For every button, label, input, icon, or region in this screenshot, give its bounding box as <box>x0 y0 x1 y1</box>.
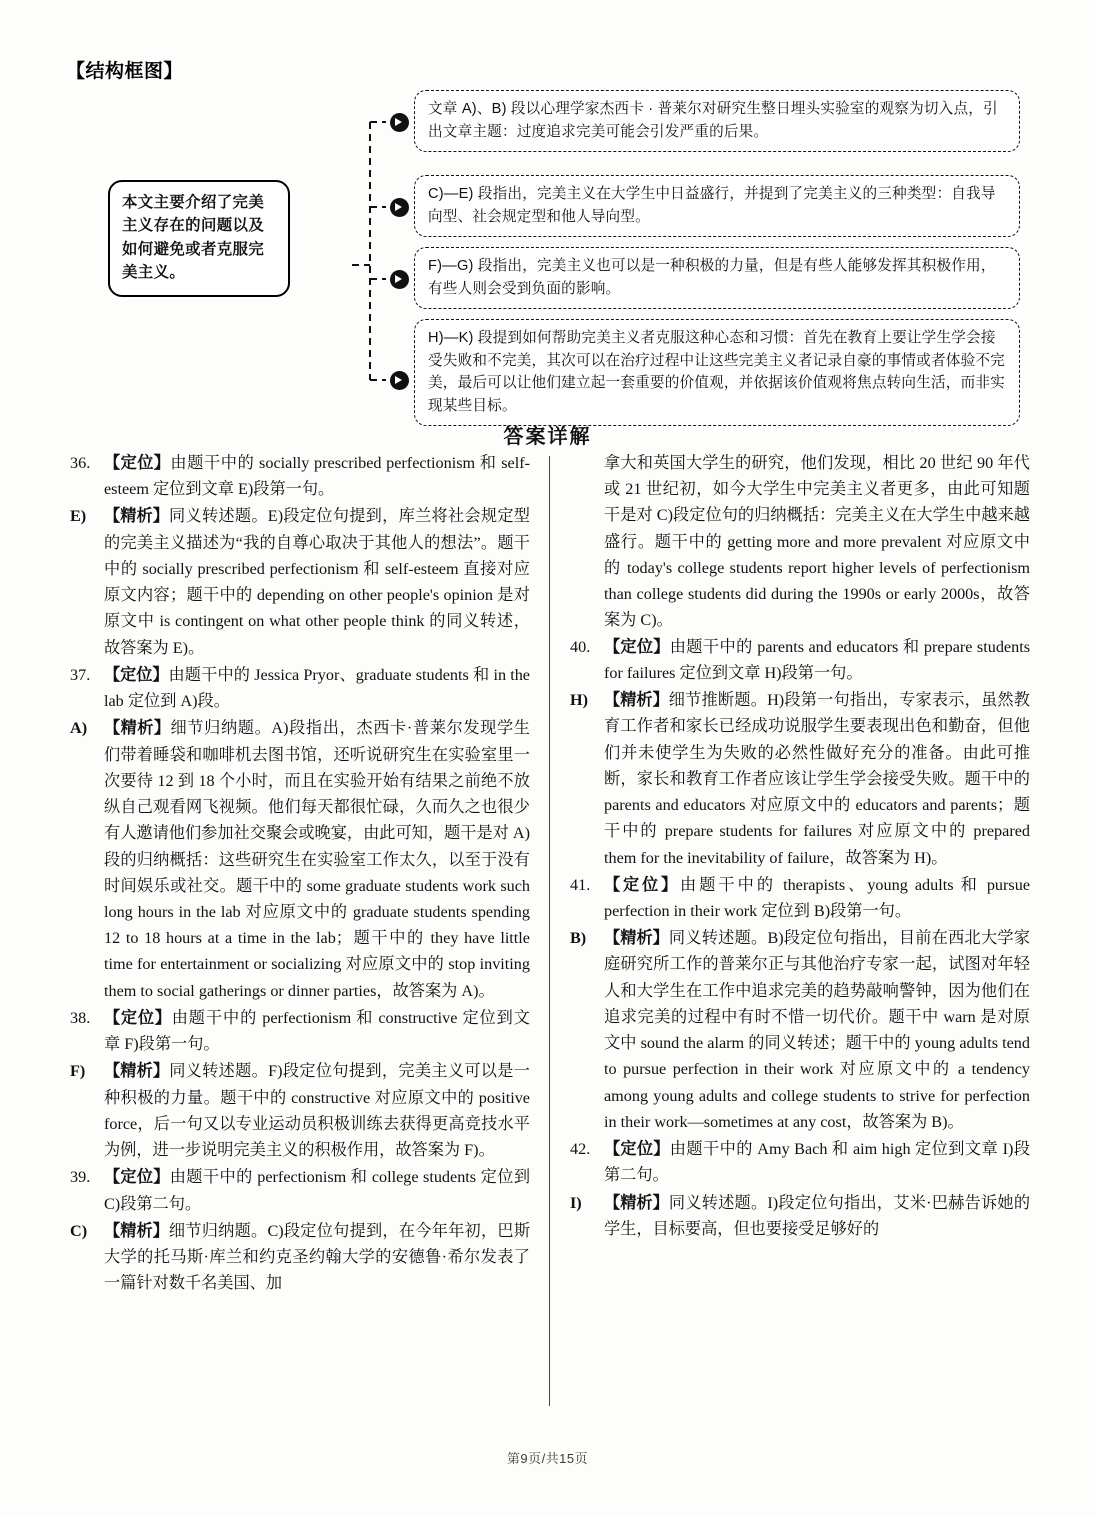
answer-letter: C) <box>70 1221 88 1240</box>
analysis-text <box>604 925 1030 1135</box>
entry-tag-label: 【精析】 <box>604 1193 669 1212</box>
entry-tag-label: 【定位】 <box>104 1168 170 1187</box>
answer-letter: I) <box>570 1193 582 1212</box>
entry-tag-label: 【定位】 <box>604 1140 670 1159</box>
structure-branch-hk: H)—K) 段提到如何帮助完美主义者克服这种心态和习惯：首先在教育上要让学生学会接受失败和不完美，其次可以在治疗过程中让这些完美主义者记录自豪的事情或者体验不完美，最后可以让他们建立起一套重要的价值观，并依据该价值观将焦点转向生活，而非实现某些目标。 <box>414 319 1020 426</box>
question-number: 42. <box>570 1140 591 1159</box>
question-entry <box>570 634 1030 686</box>
answer-entry <box>570 925 1030 1135</box>
arrow-icon-branch-hk <box>390 371 409 390</box>
answer-entry <box>70 715 530 1004</box>
entry-body-text: 由题干中的 socially prescribed perfectionism 和 self-esteem 定位到文章 E)段第一句。 <box>104 454 530 499</box>
structure-branch-ab: 文章 A)、B) 段以心理学家杰西卡 · 普莱尔对研究生整日埋头实验室的观察为切入点，引出文章主题：过度追求完美可能会引发严重的后果。 <box>414 90 1020 152</box>
entry-tag-label: 【精析】 <box>104 719 171 738</box>
answer-column-right <box>570 450 1030 1420</box>
question-entry <box>570 872 1030 924</box>
answer-entry <box>70 1218 530 1297</box>
question-text <box>604 634 1030 686</box>
question-number: 41. <box>570 875 591 894</box>
answer-entry <box>570 1190 1030 1242</box>
question-number: 37. <box>70 665 91 684</box>
structure-diagram-heading: 【结构框图】 <box>66 61 184 82</box>
answer-letter: H) <box>570 691 588 710</box>
entry-tag-label: 【精析】 <box>604 691 669 710</box>
page-footer: 第9页/共15页 <box>506 1451 589 1466</box>
entry-body-text: 同义转述题。F)段定位句提到，完美主义可以是一种积极的力量。题干中的 constructive 对应原文中的 positive force，后一句又以专业运动员积极训练去获得更高竞技水平为例，进一步说明完美主义的积极作用，故答案为 F)。 <box>104 1062 530 1160</box>
entry-body-text: 由题干中的 perfectionism 和 college students 定位到 C)段第二句。 <box>104 1168 530 1213</box>
entry-body-text: 同义转述题。B)段定位句指出，目前在西北大学家庭研究所工作的普莱尔正与其他治疗专家一起，试图对年轻人和大学生在工作中追求完美的趋势敲响警钟，因为他们在追求完美的过程中有时不惜一切代价。题干中 warn 是对原文中 sound the alarm 的同义转述；题干中的 young adults tend to pursue perfection in their work 对应原文中的 a tendency among young adults and college students to strive for perfection in their work—sometimes at any cost，故答案为 B)。 <box>604 929 1030 1131</box>
structure-branch-fg: F)—G) 段指出，完美主义也可以是一种积极的力量，但是有些人能够发挥其积极作用，有些人则会受到负面的影响。 <box>414 247 1020 309</box>
entry-tag-label: 【精析】 <box>104 1221 169 1240</box>
analysis-text <box>104 503 530 660</box>
answer-letter: E) <box>70 507 87 526</box>
summary-box: 本文主要介绍了完美主义存在的问题以及如何避免或者克服完美主义。 <box>108 180 290 297</box>
analysis-text <box>104 1058 530 1163</box>
question-entry <box>70 662 530 714</box>
entry-tag-label: 【精析】 <box>104 507 170 526</box>
entry-body-text: 由题干中的 Jessica Pryor、graduate students 和 in the lab 定位到 A)段。 <box>104 665 530 711</box>
question-text <box>604 872 1030 924</box>
arrow-icon-branch-ce <box>390 198 409 217</box>
arrow-icon-branch-ab <box>390 113 409 132</box>
question-number: 38. <box>70 1008 91 1027</box>
entry-tag-label: 【定位】 <box>104 454 171 472</box>
question-text <box>104 662 530 714</box>
entry-tag-label: 【定位】 <box>104 665 169 684</box>
question-number: 39. <box>70 1168 91 1187</box>
question-entry <box>70 1164 530 1216</box>
question-number: 36. <box>70 454 91 472</box>
entry-body-text: 同义转述题。E)段定位句提到，库兰将社会规定型的完美主义描述为“我的自尊心取决于其他人的想法”。题干中的 socially prescribed perfectionism 和 self-esteem 直接对应原文内容；题干中的 depending on other people's opinion 是对原文中 is contingent on what other people think 的同义转述，故答案为 E)。 <box>104 507 530 657</box>
entry-tag-label: 【精析】 <box>604 929 669 948</box>
structure-branch-ce: C)—E) 段指出，完美主义在大学生中日益盛行，并提到了完美主义的三种类型：自我导向型、社会规定型和他人导向型。 <box>414 175 1020 237</box>
analysis-text <box>104 715 530 1004</box>
answer-letter: B) <box>570 929 587 948</box>
entry-body-text: 由题干中的 Amy Bach 和 aim high 定位到文章 I)段第二句。 <box>604 1140 1030 1185</box>
answer-columns <box>70 450 1030 1420</box>
question-text <box>104 450 530 502</box>
answer-entry <box>70 1058 530 1163</box>
question-text <box>604 1136 1030 1188</box>
entry-body-text: 同义转述题。I)段定位句指出，艾米·巴赫告诉她的学生，目标要高，但也要接受足够好的 <box>604 1193 1030 1238</box>
entry-body-text: 由题干中的 therapists、young adults 和 pursue perfection in their work 定位到 B)段第一句。 <box>604 875 1030 920</box>
entry-body-text: 由题干中的 perfectionism 和 constructive 定位到文章 F)段第一句。 <box>104 1008 530 1054</box>
question-text <box>104 1005 530 1057</box>
entry-body-text: 细节归纳题。A)段指出，杰西卡·普莱尔发现学生们带着睡袋和咖啡机去图书馆，还听说研究生在实验室里一次要待 12 到 18 个小时，而且在实验开始有结果之前绝不放纵自己观看网飞视频。他们每天都很忙碌，久而久之也很少有人邀请他们参加社交聚会或晚宴，由此可知，题干是对 A)段的归纳概括：这些研究生在实验室工作太久，以至于没有时间娱乐或社交。题干中的 some graduate students work such long hours in the lab 对应原文中的 graduate students spending 12 to 18 hours at a time in the lab；题干中的 they have little time for entertainment or socializing 对应原文中的 stop inviting them to social gatherings or dinner parties，故答案为 A)。 <box>104 719 530 1000</box>
entry-tag-label: 【定位】 <box>604 637 670 656</box>
answer-letter: A) <box>70 719 88 738</box>
answers-section-title: 答案详解 <box>503 426 592 448</box>
answer-letter: F) <box>70 1062 86 1081</box>
question-entry <box>570 1136 1030 1188</box>
question-number: 40. <box>570 637 591 656</box>
answer-column-left <box>70 450 530 1420</box>
column-divider <box>549 456 550 1406</box>
question-entry <box>70 450 530 502</box>
answer-entry <box>70 503 530 660</box>
entry-body-text: 细节推断题。H)段第一句指出，专家表示，虽然教育工作者和家长已经成功说服学生要表现出色和勤奋，但他们并未使学生为失败的必然性做好充分的准备。由此可推断，家长和教育工作者应该让学生学会接受失败。题干中的 parents and educators 对应原文中的 educators and parents；题干中的 prepare students for failures 对应原文中的 prepared them for the inevitability of failure，故答案为 H)。 <box>604 691 1030 867</box>
question-text <box>104 1164 530 1216</box>
entry-tag-label: 【定位】 <box>604 875 681 894</box>
question-entry <box>70 1005 530 1057</box>
entry-tag-label: 【定位】 <box>104 1008 172 1027</box>
structure-diagram <box>60 84 1020 414</box>
entry-tag-label: 【精析】 <box>104 1062 170 1081</box>
answer-entry <box>570 687 1030 871</box>
entry-body-text: 由题干中的 parents and educators 和 prepare students for failures 定位到文章 H)段第一句。 <box>604 637 1030 682</box>
arrow-icon-branch-fg <box>390 270 409 289</box>
analysis-text <box>604 687 1030 871</box>
analysis-text <box>604 1190 1030 1242</box>
analysis-text <box>104 1218 530 1297</box>
entry-body-text: 细节归纳题。C)段定位句提到，在今年年初，巴斯大学的托马斯·库兰和约克圣约翰大学的安德鲁·希尔发表了一篇针对数千名美国、加 <box>104 1221 530 1293</box>
answer-continuation-text: 拿大和英国大学生的研究，他们发现，相比 20 世纪 90 年代或 21 世纪初，如今大学生中完美主义者更多，由此可知题干是对 C)段定位句的归纳概括：完美主义在大学生中越来越盛行。题干中的 getting more and more prevalent 对应原文中的 today's college students report higher levels of perfectionism than college students did during the 1990s or early 2000s，故答案为 C)。 <box>604 454 1030 630</box>
branch-container <box>352 84 1020 414</box>
